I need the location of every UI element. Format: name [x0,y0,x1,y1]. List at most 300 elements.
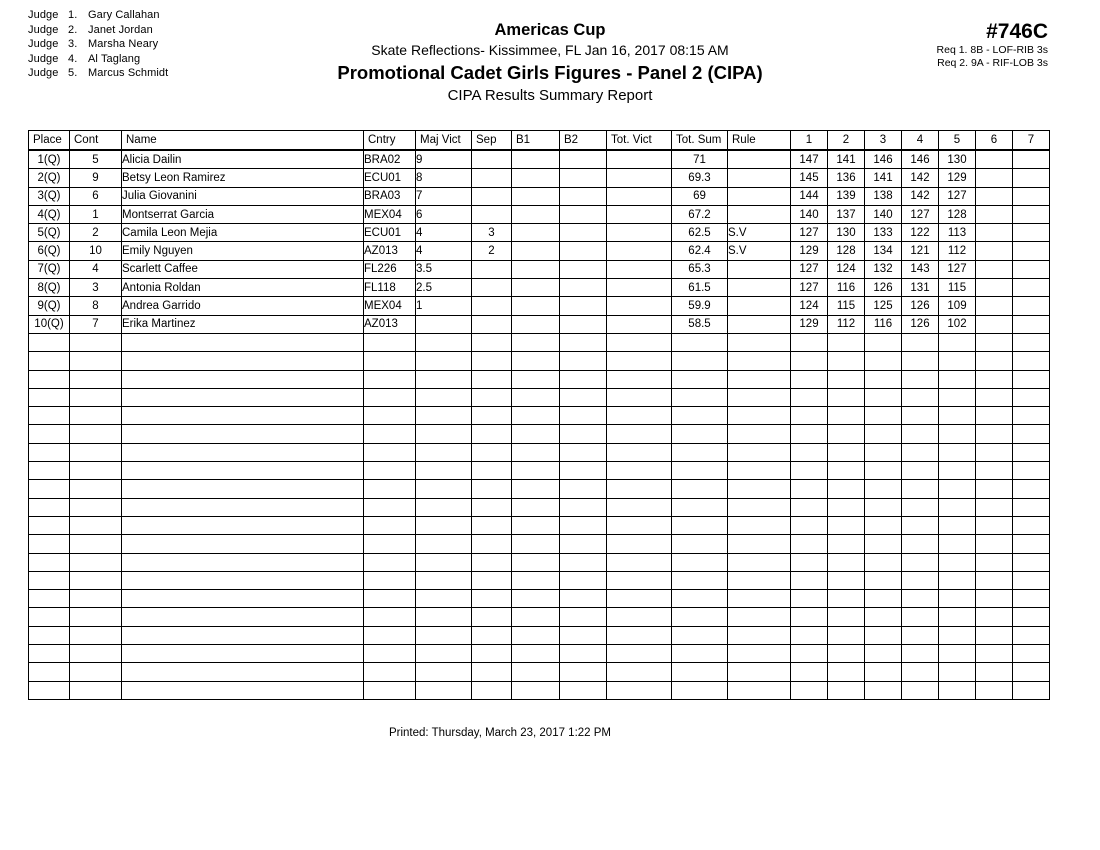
cell-cntry: FL118 [364,279,416,297]
cell-judge-7 [1013,315,1050,333]
cell-empty [29,443,70,461]
cell-empty [560,425,607,443]
cell-place: 8(Q) [29,279,70,297]
cell-empty [512,333,560,351]
cell-cntry: FL226 [364,260,416,278]
cell-maj [416,315,472,333]
cell-maj: 9 [416,150,472,169]
cell-rule: S.V [728,242,791,260]
cell-empty [607,626,672,644]
cell-empty [70,407,122,425]
cell-empty [607,681,672,699]
cell-empty [70,443,122,461]
cell-judge-1: 144 [791,187,828,205]
cell-empty [902,590,939,608]
cell-judge-3: 126 [865,279,902,297]
cell-empty [1013,425,1050,443]
cell-empty [560,370,607,388]
cell-rule [728,279,791,297]
cell-empty [416,388,472,406]
cell-empty [791,535,828,553]
cell-empty [122,388,364,406]
report-header [220,20,880,107]
cell-judge-3: 133 [865,224,902,242]
cell-sep [472,150,512,169]
cell-cont: 6 [70,187,122,205]
cell-empty [122,462,364,480]
cell-empty [672,462,728,480]
cell-empty [512,498,560,516]
cell-empty [472,352,512,370]
cell-judge-7 [1013,260,1050,278]
cell-empty [472,498,512,516]
cell-empty [607,663,672,681]
cell-rule [728,315,791,333]
cell-empty [560,535,607,553]
cell-empty [865,370,902,388]
cell-empty [939,480,976,498]
cell-cntry: ECU01 [364,169,416,187]
cell-empty [791,425,828,443]
cell-judge-7 [1013,297,1050,315]
cell-empty [472,462,512,480]
column-header-tot-vict: Tot. Vict [607,131,672,151]
cell-empty [672,608,728,626]
column-header-b1: B1 [512,131,560,151]
cell-b1 [512,205,560,223]
cell-judge-5: 112 [939,242,976,260]
printed-timestamp: Printed: Thursday, March 23, 2017 1:22 PM [388,727,612,739]
cell-empty [122,407,364,425]
cell-empty [416,553,472,571]
cell-judge-7 [1013,169,1050,187]
cell-empty [672,480,728,498]
cell-empty [560,608,607,626]
cell-empty [828,425,865,443]
cell-empty [364,626,416,644]
cell-rule [728,150,791,169]
cell-empty [728,480,791,498]
cell-empty [672,498,728,516]
cell-judge-6 [976,205,1013,223]
cell-empty [939,388,976,406]
cell-rule: S.V [728,224,791,242]
cell-empty [560,590,607,608]
cell-judge-3: 140 [865,205,902,223]
cell-empty [791,645,828,663]
cell-empty [472,333,512,351]
cell-judge-4: 122 [902,224,939,242]
cell-empty [939,681,976,699]
table-row-empty [29,608,1050,626]
cell-empty [672,443,728,461]
column-header-4: 4 [902,131,939,151]
cell-empty [122,645,364,663]
cell-cntry: ECU01 [364,224,416,242]
cell-name: Julia Giovanini [122,187,364,205]
cell-judge-6 [976,224,1013,242]
cell-empty [607,388,672,406]
cell-empty [607,498,672,516]
cell-empty [364,663,416,681]
cell-empty [122,590,364,608]
cell-b2 [560,260,607,278]
cell-judge-7 [1013,205,1050,223]
cell-empty [939,425,976,443]
cell-empty [560,333,607,351]
cell-judge-5: 109 [939,297,976,315]
cell-tots: 71 [672,150,728,169]
cell-empty [122,571,364,589]
cell-empty [1013,590,1050,608]
cell-empty [791,553,828,571]
cell-empty [512,516,560,534]
cell-empty [122,626,364,644]
judge-label: Judge [28,38,59,50]
cell-empty [865,425,902,443]
cell-empty [902,608,939,626]
cell-sep [472,279,512,297]
cell-empty [512,553,560,571]
cell-maj: 4 [416,242,472,260]
cell-name: Betsy Leon Ramirez [122,169,364,187]
table-row [29,169,1050,187]
table-row-empty [29,571,1050,589]
cell-empty [728,516,791,534]
cell-empty [672,626,728,644]
cell-judge-6 [976,150,1013,169]
cell-empty [560,663,607,681]
cell-empty [70,571,122,589]
cell-empty [122,370,364,388]
cell-empty [364,645,416,663]
cell-empty [512,608,560,626]
cell-empty [976,626,1013,644]
cell-empty [865,571,902,589]
cell-empty [791,663,828,681]
judge-name: Marsha Neary [88,38,159,50]
cell-judge-5: 127 [939,187,976,205]
cell-judge-5: 130 [939,150,976,169]
judge-label: Judge [28,52,59,65]
cell-empty [902,498,939,516]
column-header-name: Name [122,131,364,151]
cell-judge-5: 127 [939,260,976,278]
cell-empty [976,645,1013,663]
cell-empty [29,462,70,480]
cell-empty [472,370,512,388]
cell-name: Erika Martinez [122,315,364,333]
cell-empty [607,370,672,388]
cell-empty [939,516,976,534]
cell-judge-4: 131 [902,279,939,297]
judge-label: Judge [28,67,59,79]
cell-totv [607,297,672,315]
cell-judge-5: 102 [939,315,976,333]
cell-empty [122,333,364,351]
table-row [29,279,1050,297]
cell-empty [939,535,976,553]
requirements-list [937,44,1048,70]
cell-b1 [512,315,560,333]
cell-empty [791,626,828,644]
cell-empty [364,608,416,626]
cell-empty [939,553,976,571]
cell-judge-2: 141 [828,150,865,169]
cell-empty [364,498,416,516]
cell-empty [976,333,1013,351]
cell-empty [865,407,902,425]
cell-empty [70,608,122,626]
cell-empty [828,352,865,370]
cell-b2 [560,169,607,187]
cell-empty [560,626,607,644]
cell-empty [512,645,560,663]
column-header-3: 3 [865,131,902,151]
cell-empty [976,443,1013,461]
cell-empty [560,681,607,699]
cell-empty [29,663,70,681]
cell-empty [122,443,364,461]
cell-empty [560,480,607,498]
cell-empty [364,535,416,553]
cell-empty [939,333,976,351]
cell-sep: 3 [472,224,512,242]
cell-judge-7 [1013,150,1050,169]
cell-empty [728,388,791,406]
cell-empty [939,663,976,681]
cell-judge-1: 129 [791,315,828,333]
cell-empty [416,425,472,443]
cell-judge-6 [976,242,1013,260]
cell-empty [416,352,472,370]
cell-cont: 1 [70,205,122,223]
cell-empty [70,590,122,608]
cell-empty [29,535,70,553]
cell-cont: 5 [70,150,122,169]
cell-empty [828,388,865,406]
cell-empty [416,462,472,480]
cell-empty [416,645,472,663]
cell-empty [865,645,902,663]
table-row-empty [29,407,1050,425]
cell-empty [607,590,672,608]
cell-empty [791,333,828,351]
cell-tots: 58.5 [672,315,728,333]
cell-maj: 6 [416,205,472,223]
cell-b1 [512,150,560,169]
cell-place: 3(Q) [29,187,70,205]
cell-empty [607,462,672,480]
cell-maj: 4 [416,224,472,242]
table-row-empty [29,480,1050,498]
cell-empty [728,571,791,589]
cell-judge-6 [976,279,1013,297]
cell-judge-1: 140 [791,205,828,223]
cell-empty [791,681,828,699]
cell-empty [512,388,560,406]
table-row-empty [29,462,1050,480]
cell-empty [607,553,672,571]
cell-maj: 2.5 [416,279,472,297]
cell-empty [560,462,607,480]
cell-cntry: AZ013 [364,242,416,260]
column-header-b2: B2 [560,131,607,151]
requirement-1: Req 1. 8B - LOF-RIB 3s [936,44,1048,56]
cell-empty [607,407,672,425]
cell-empty [828,462,865,480]
cell-rule [728,205,791,223]
cell-judge-2: 139 [828,187,865,205]
cell-empty [976,681,1013,699]
cell-cntry: AZ013 [364,315,416,333]
cell-empty [472,443,512,461]
cell-empty [472,571,512,589]
cell-b1 [512,224,560,242]
cell-sep [472,169,512,187]
cell-empty [560,645,607,663]
judge-number: 2. [68,23,78,36]
cell-empty [672,535,728,553]
cell-empty [672,681,728,699]
cell-empty [939,370,976,388]
cell-empty [560,498,607,516]
cell-empty [472,663,512,681]
cell-empty [902,443,939,461]
cell-empty [976,535,1013,553]
cell-empty [122,608,364,626]
cell-empty [791,480,828,498]
cell-totv [607,205,672,223]
table-row [29,242,1050,260]
cell-judge-1: 124 [791,297,828,315]
cell-judge-1: 145 [791,169,828,187]
table-row [29,224,1050,242]
cell-empty [607,425,672,443]
cell-empty [472,681,512,699]
cell-empty [512,480,560,498]
cell-rule [728,169,791,187]
cell-rule [728,260,791,278]
cell-empty [728,681,791,699]
cell-empty [902,480,939,498]
cell-empty [672,590,728,608]
cell-empty [865,590,902,608]
cell-b1 [512,242,560,260]
cell-empty [672,407,728,425]
cell-empty [122,498,364,516]
cell-empty [865,663,902,681]
table-row-empty [29,626,1050,644]
cell-judge-6 [976,297,1013,315]
cell-judge-4: 121 [902,242,939,260]
cell-judge-5: 113 [939,224,976,242]
cell-tots: 62.4 [672,242,728,260]
cell-judge-2: 130 [828,224,865,242]
cell-empty [728,626,791,644]
cell-empty [828,608,865,626]
cell-cont: 7 [70,315,122,333]
cell-empty [29,388,70,406]
cell-empty [29,590,70,608]
cell-empty [828,645,865,663]
cell-empty [976,388,1013,406]
cell-name: Emily Nguyen [122,242,364,260]
cell-empty [902,352,939,370]
cell-empty [828,516,865,534]
cell-empty [828,681,865,699]
cell-empty [122,480,364,498]
cell-empty [939,498,976,516]
cell-judge-2: 112 [828,315,865,333]
cell-empty [865,608,902,626]
cell-empty [728,498,791,516]
cell-b2 [560,150,607,169]
cell-empty [902,516,939,534]
cell-empty [472,626,512,644]
event-number-block [937,20,1048,70]
cell-empty [560,516,607,534]
cell-b2 [560,224,607,242]
cell-empty [416,443,472,461]
cell-place: 1(Q) [29,150,70,169]
cell-empty [1013,480,1050,498]
table-row-empty [29,681,1050,699]
cell-empty [560,352,607,370]
cell-empty [512,352,560,370]
cell-judge-1: 129 [791,242,828,260]
cell-empty [607,516,672,534]
cell-empty [1013,333,1050,351]
cell-judge-6 [976,187,1013,205]
cell-cont: 2 [70,224,122,242]
cell-empty [902,407,939,425]
cell-sep [472,297,512,315]
cell-name: Camila Leon Mejia [122,224,364,242]
cell-empty [70,333,122,351]
table-row-empty [29,553,1050,571]
cell-empty [512,443,560,461]
cell-empty [416,626,472,644]
table-row [29,315,1050,333]
cell-empty [560,571,607,589]
cell-sep [472,315,512,333]
cell-empty [416,516,472,534]
cell-empty [29,407,70,425]
cell-tots: 65.3 [672,260,728,278]
cell-empty [29,516,70,534]
cell-empty [1013,443,1050,461]
cell-empty [364,388,416,406]
cell-empty [472,480,512,498]
cell-cntry: BRA03 [364,187,416,205]
cell-b1 [512,279,560,297]
cell-empty [865,626,902,644]
cell-empty [672,352,728,370]
cell-empty [828,333,865,351]
cell-empty [472,553,512,571]
cell-place: 6(Q) [29,242,70,260]
cell-empty [1013,681,1050,699]
cell-empty [472,535,512,553]
cell-empty [29,370,70,388]
cell-empty [70,388,122,406]
cell-empty [672,370,728,388]
cell-totv [607,150,672,169]
cell-judge-7 [1013,279,1050,297]
cell-judge-2: 128 [828,242,865,260]
cell-empty [939,590,976,608]
